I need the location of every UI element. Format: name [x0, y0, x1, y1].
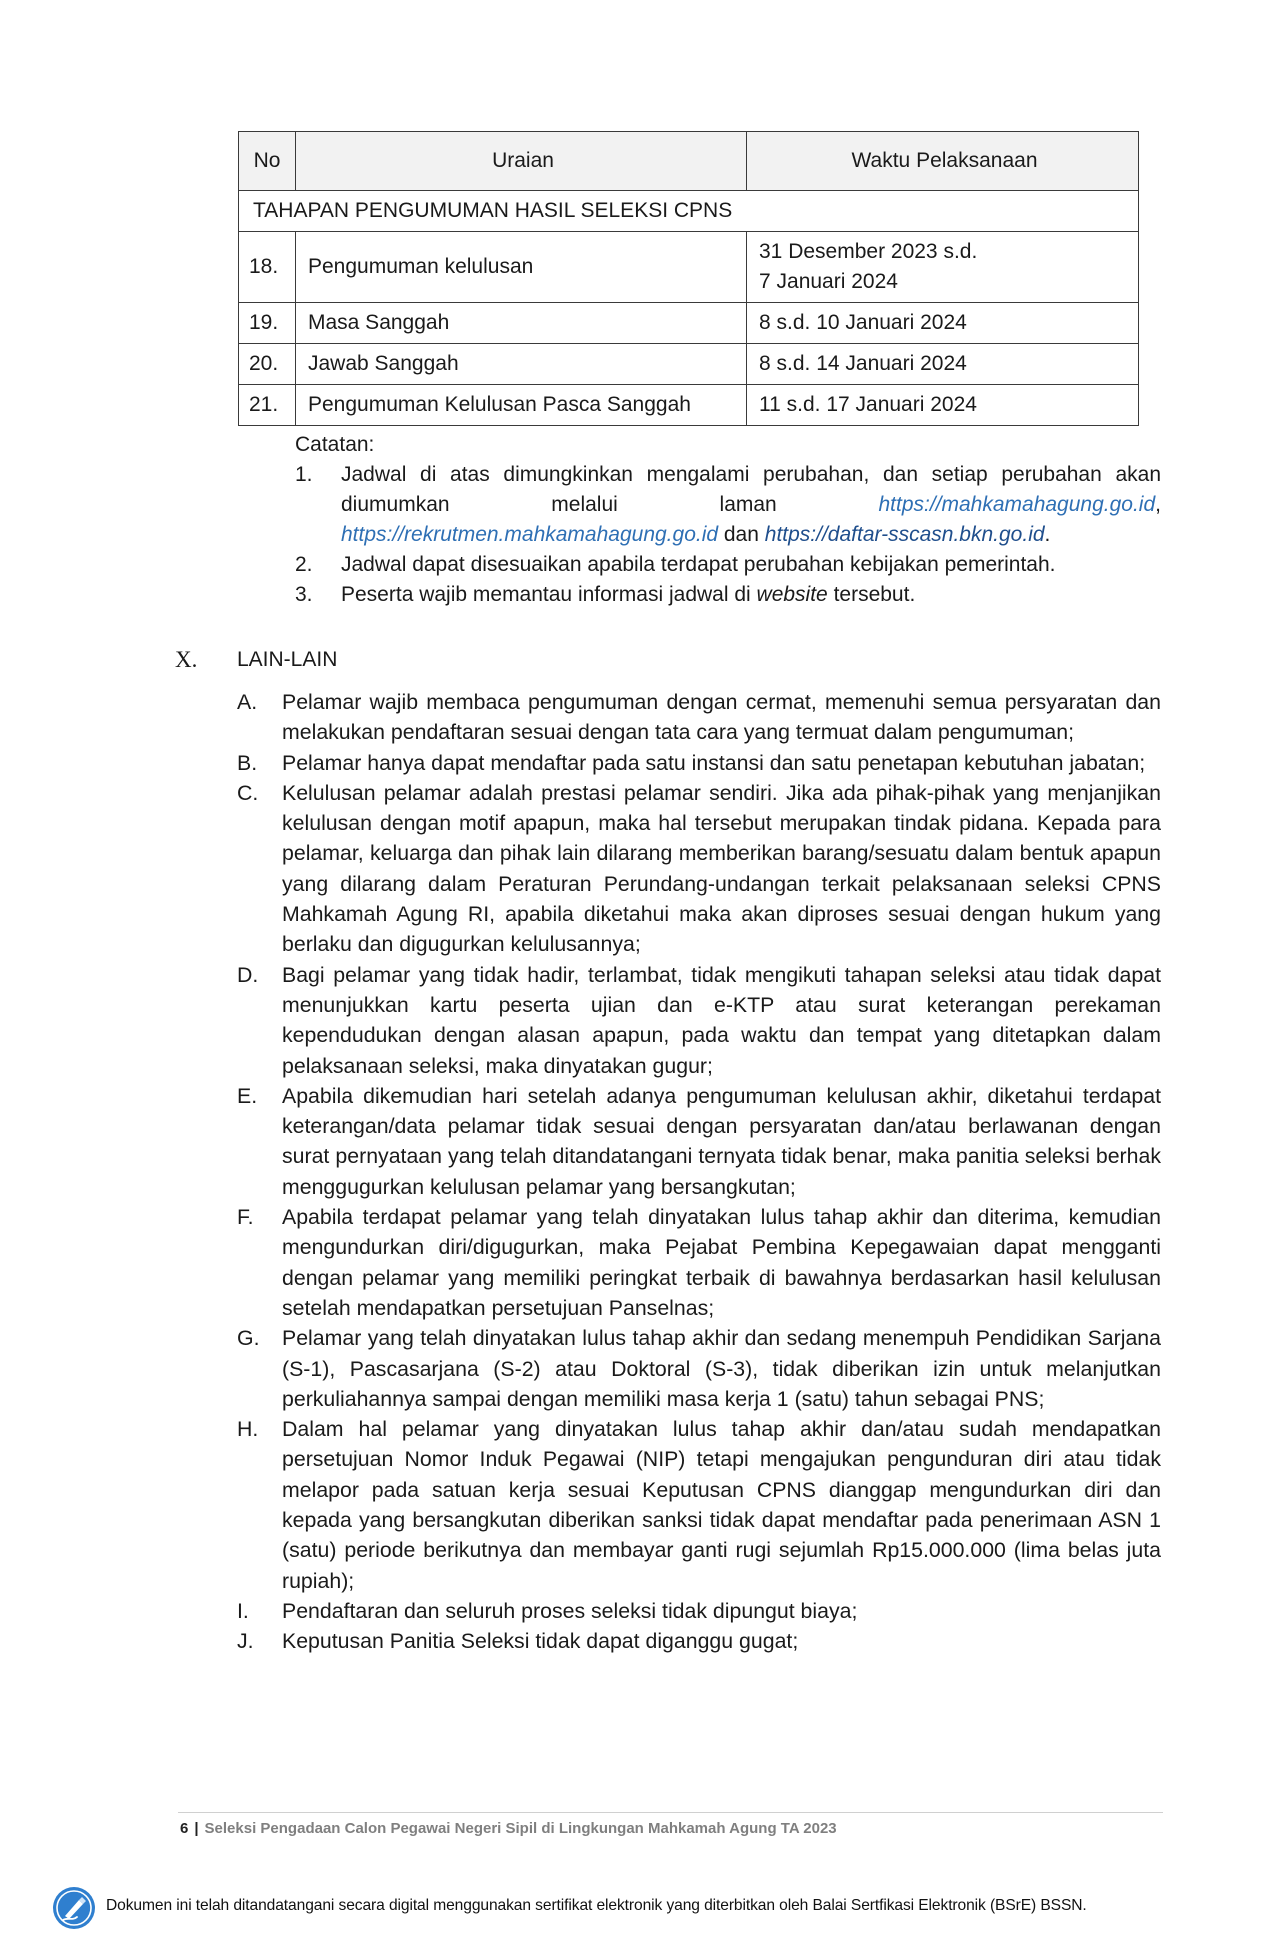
section-title: LAIN-LAIN	[237, 648, 338, 671]
link-rekrutmen[interactable]: https://rekrutmen.mahkamahagung.go.id	[341, 523, 719, 546]
table-row	[239, 232, 1139, 303]
item-letter: J.	[237, 1629, 254, 1654]
lain-lain-list-wrapper	[237, 687, 1161, 1657]
section-numeral: X.	[175, 647, 198, 672]
signature-notice: Dokumen ini telah ditandatangani secara digital menggunakan sertifikat elektronik yang diterbitkan oleh Balai Sertfikasi Elektronik (BSrE) BSSN.	[106, 1897, 1087, 1914]
list-item	[237, 1323, 1161, 1414]
list-item	[237, 960, 1161, 1081]
row-description: Masa Sanggah	[296, 303, 747, 344]
note-italic-word: website	[756, 583, 828, 606]
footer-separator: |	[194, 1820, 199, 1837]
list-item	[237, 748, 1161, 778]
item-text: Pelamar yang telah dinyatakan lulus tahap akhir dan sedang menempuh Pendidikan Sarjana (S-1), Pascasarjana (S-2) atau Doktoral (S-3), tidak diberikan izin untuk melanjutkan perkuliahannya sampai dengan memiliki masa kerja 1 (satu) tahun sebagai PNS;	[282, 1326, 1161, 1411]
item-text: Kelulusan pelamar adalah prestasi pelamar sendiri. Jika ada pihak-pihak yang menjanjikan kelulusan dengan motif apapun, maka hal tersebut merupakan tindak pidana. Kepada para pelamar, keluarga dan pihak lain dilarang memberikan barang/sesuatu dalam bentuk apapun yang dilarang dalam Peraturan Perundang-undangan terkait pelaksanaan seleksi CPNS Mahkamah Agung RI, apabila diketahui maka akan diproses sesuai dengan hukum yang berlaku dan digugurkan kelulusannya;	[282, 780, 1161, 957]
item-text: Bagi pelamar yang tidak hadir, terlambat, tidak mengikuti tahapan seleksi atau tidak dapat menunjukkan kartu peserta ujian dan e-KTP atau surat keterangan perekaman kependudukan dengan alasan apapun, pada waktu dan tempat yang ditetapkan dalam pelaksanaan seleksi, maka dinyatakan gugur;	[282, 962, 1161, 1078]
list-item	[237, 1081, 1161, 1202]
item-text: Pelamar wajib membaca pengumuman dengan cermat, memenuhi semua persyaratan dan melakukan pendaftaran sesuai dengan tata cara yang termuat dalam pengumuman;	[282, 690, 1161, 745]
notes	[295, 430, 1161, 610]
note-item	[295, 460, 1161, 550]
row-time: 8 s.d. 14 Januari 2024	[747, 344, 1139, 385]
table-section-row	[239, 191, 1139, 232]
note-text: tersebut.	[827, 583, 916, 606]
item-letter: F.	[237, 1205, 254, 1230]
row-description: Pengumuman Kelulusan Pasca Sanggah	[296, 385, 747, 426]
table-row	[239, 385, 1139, 426]
row-no: 18.	[239, 232, 296, 303]
item-letter: E.	[237, 1083, 258, 1108]
item-letter: B.	[237, 750, 258, 775]
item-text: Apabila dikemudian hari setelah adanya pengumuman kelulusan akhir, diketahui terdapat keterangan/data pelamar tidak sesuai dengan persyaratan dan/atau berlawanan dengan surat pernyataan yang telah ditandatangani ternyata tidak benar, maka panitia seleksi berhak menggugurkan kelulusan pelamar yang bersangkutan;	[282, 1083, 1161, 1199]
list-item	[237, 1414, 1161, 1596]
row-time-line: 31 Desember 2023 s.d.	[759, 240, 978, 263]
item-letter: I.	[237, 1598, 249, 1623]
note-text: ,	[1155, 493, 1161, 516]
item-text: Keputusan Panitia Seleksi tidak dapat diganggu gugat;	[282, 1629, 799, 1654]
row-time-line: 7 Januari 2024	[759, 270, 898, 293]
lain-lain-list	[237, 687, 1161, 1657]
item-letter: C.	[237, 780, 259, 805]
header-description: Uraian	[296, 132, 747, 191]
list-item	[237, 1202, 1161, 1323]
link-mahkamahagung[interactable]: https://mahkamahagung.go.id	[878, 493, 1156, 516]
row-no: 19.	[239, 303, 296, 344]
note-item	[295, 580, 1161, 610]
row-description: Jawab Sanggah	[296, 344, 747, 385]
footer-divider	[178, 1812, 1163, 1813]
list-item	[237, 1596, 1161, 1626]
section-title: TAHAPAN PENGUMUMAN HASIL SELEKSI CPNS	[239, 191, 1139, 232]
list-item	[237, 778, 1161, 960]
table-header-row	[239, 132, 1139, 191]
page-footer	[180, 1820, 837, 1837]
item-letter: D.	[237, 962, 259, 987]
item-text: Apabila terdapat pelamar yang telah dinyatakan lulus tahap akhir dan diterima, kemudian mengundurkan diri/digugurkan, maka Pejabat Pembina Kepegawaian dapat mengganti dengan pelamar yang memiliki peringkat terbaik di bawahnya berdasarkan hasil kelulusan setelah mendapatkan persetujuan Panselnas;	[282, 1205, 1161, 1320]
notes-title: Catatan:	[295, 433, 375, 456]
note-item	[295, 550, 1161, 580]
table-row	[239, 303, 1139, 344]
item-text: Dalam hal pelamar yang dinyatakan lulus tahap akhir dan/atau sudah mendapatkan persetujuan Nomor Induk Pegawai (NIP) tetapi mengajukan pengunduran diri atau tidak melapor pada satuan kerja sesuai Keputusan CPNS dianggap mengundurkan diri dan kepada yang bersangkutan diberikan sanksi tidak dapat mendaftar pada penerimaan ASN 1 (satu) periode berikutnya dan membayar ganti rugi sejumlah Rp15.000.000 (lima belas juta rupiah);	[282, 1417, 1161, 1593]
bsre-sign-icon	[52, 1886, 96, 1930]
note-number: 1.	[295, 463, 313, 486]
notes-list	[295, 460, 1161, 610]
note-text: Jadwal di atas dimungkinkan mengalami perubahan, dan setiap perubahan akan diumumkan melalui laman	[341, 463, 1161, 516]
link-sscasn[interactable]: https://daftar-sscasn.bkn.go.id	[764, 523, 1045, 546]
note-text: dan	[718, 523, 765, 546]
row-description: Pengumuman kelulusan	[296, 232, 747, 303]
item-letter: A.	[237, 690, 258, 714]
row-no: 21.	[239, 385, 296, 426]
row-time: 11 s.d. 17 Januari 2024	[747, 385, 1139, 426]
schedule-table	[238, 131, 1139, 426]
item-text: Pendaftaran dan seluruh proses seleksi tidak dipungut biaya;	[282, 1598, 858, 1623]
footer-title: Seleksi Pengadaan Calon Pegawai Negeri Sipil di Lingkungan Mahkamah Agung TA 2023	[204, 1820, 837, 1837]
note-text: Peserta wajib memantau informasi jadwal di	[341, 583, 757, 606]
header-time: Waktu Pelaksanaan	[747, 132, 1139, 191]
table-row	[239, 344, 1139, 385]
note-text: Jadwal dapat disesuaikan apabila terdapat perubahan kebijakan pemerintah.	[341, 553, 1056, 576]
item-letter: G.	[237, 1326, 260, 1351]
list-item	[237, 1626, 1161, 1656]
note-text: .	[1044, 523, 1051, 546]
note-number: 3.	[295, 583, 313, 606]
header-no: No	[239, 132, 296, 191]
row-time: 8 s.d. 10 Januari 2024	[747, 303, 1139, 344]
item-letter: H.	[237, 1417, 259, 1442]
item-text: Pelamar hanya dapat mendaftar pada satu instansi dan satu penetapan kebutuhan jabatan;	[282, 750, 1146, 775]
row-no: 20.	[239, 344, 296, 385]
page-number: 6	[180, 1820, 189, 1837]
row-time	[747, 232, 1139, 303]
note-number: 2.	[295, 553, 313, 576]
list-item	[237, 687, 1161, 748]
